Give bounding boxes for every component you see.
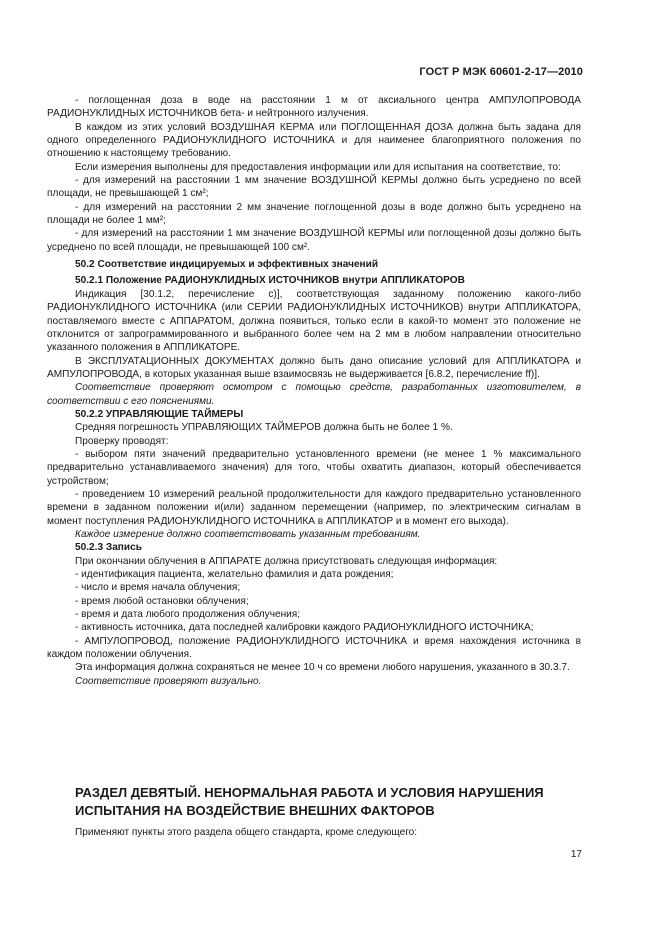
section-title: РАЗДЕЛ ДЕВЯТЫЙ. НЕНОРМАЛЬНАЯ РАБОТА И УСЛОВИЯ НАРУШЕНИЯ ИСПЫТАНИЯ НА ВОЗДЕЙСТВИЕ ВНЕШНИХ ФАКТОРОВ: [75, 785, 544, 818]
paragraph: - АМПУЛОПРОВОД, положение РАДИОНУКЛИДНОГО ИСТОЧНИКА и время нахождения источника в каждом положении облучения.: [47, 635, 581, 661]
paragraph: - число и время начала облучения;: [75, 582, 241, 594]
paragraph: Индикация [30.1.2, перечисление с)], соответствующая заданному положению какого-либо РАДИОНУКЛИДНОГО ИСТОЧНИКА (или СЕРИИ РАДИОНУКЛИДНЫХ ИСТОЧНИКОВ) внутри АППЛИКАТОРА, поставляемого вместе с АППАРАТОМ, должна появиться, только если в какой-то момент это положение не отклонится от запрограммированного и выбранного более чем на 2 мм в любом направлении относительно указанного положения в АППЛИКАТОРЕ.: [47, 288, 581, 354]
paragraph: - поглощенная доза в воде на расстоянии 1 м от аксиального центра АМПУЛОПРОВОДА РАДИОНУКЛИДНЫХ ИСТОЧНИКОВ бета- и нейтронного излучения.: [47, 95, 581, 120]
paragraph: Эта информация должна сохраняться не менее 10 ч со времени любого нарушения, указанного в 30.3.7.: [75, 662, 570, 674]
section-heading: 50.2.1 Положение РАДИОНУКЛИДНЫХ ИСТОЧНИКОВ внутри АППЛИКАТОРОВ: [75, 275, 465, 287]
paragraph: - для измерений на расстоянии 1 мм значение ВОЗДУШНОЙ КЕРМЫ или поглощенной дозы должно быть усреднено по всей площади, не превышающей 100 см².: [47, 228, 581, 253]
section-heading: 50.2.3 Запись: [75, 542, 142, 554]
page-number: 17: [570, 849, 582, 860]
paragraph: Каждое измерение должно соответствовать указанным требованиям.: [75, 529, 421, 540]
document-header: ГОСТ Р МЭК 60601-2-17—2010: [419, 66, 583, 78]
document-body: [47, 94, 581, 688]
paragraph: - проведением 10 измерений реальной продолжительности для каждого предварительно установленного времени в заданном положении и(или) заданном перемещении (например, по электрическим сигналам в момент поступления РАДИОНУКЛИДНОГО ИСТОЧНИКА в АППЛИКАТОР и в момент его выхода).: [47, 488, 581, 527]
paragraph: Соответствие проверяют визуально.: [75, 675, 262, 687]
paragraph: - идентификация пациента, желательно фамилия и дата рождения;: [75, 569, 394, 581]
paragraph: Средняя погрешность УПРАВЛЯЮЩИХ ТАЙМЕРОВ должна быть не более 1 %.: [75, 422, 453, 434]
paragraph: Соответствие проверяют осмотром с помощью средств, разработанных изготовителем, в соответствии с его пояснениями.: [47, 382, 581, 407]
section-intro: Применяют пункты этого раздела общего стандарта, кроме следующего:: [75, 827, 418, 838]
paragraph: Проверку проводят:: [75, 435, 169, 447]
paragraph: - выбором пяти значений предварительно установленного времени (не менее 1 % максимального предварительно устанавливаемого значения) для того, чтобы охватить диапазон, который обеспечивается устройством;: [47, 448, 581, 487]
paragraph: - активность источника, дата последней калибровки каждого РАДИОНУКЛИДНОГО ИСТОЧНИКА;: [75, 622, 534, 634]
paragraph: В ЭКСПЛУАТАЦИОННЫХ ДОКУМЕНТАХ должно быть дано описание условий для АППЛИКАТОРА и АМПУЛОПРОВОДА, в которых указанная выше взаимосвязь не выдерживается [6.8.2, перечисление ff)].: [47, 355, 581, 380]
section-heading: 50.2 Соответствие индицируемых и эффективных значений: [75, 259, 379, 271]
section-heading: 50.2.2 УПРАВЛЯЮЩИЕ ТАЙМЕРЫ: [75, 408, 244, 420]
paragraph: - время и дата любого продолжения облучения;: [75, 609, 301, 621]
paragraph: В каждом из этих условий ВОЗДУШНАЯ КЕРМА или ПОГЛОЩЕННАЯ ДОЗА должна быть задана для одного определенного РАДИОНУКЛИДНОГО ИСТОЧНИКА и для наименее благоприятного положения по отношению к настоящему требованию.: [47, 121, 581, 160]
paragraph: Если измерения выполнены для предоставления информации или для испытания на соответствие, то:: [75, 161, 561, 173]
paragraph: - время любой остановки облучения;: [75, 595, 249, 607]
paragraph: - для измерений на расстоянии 2 мм значение поглощенной дозы в воде должно быть усреднено на площади не более 1 мм²;: [47, 201, 581, 227]
paragraph: При окончании облучения в АППАРАТЕ должна присутствовать следующая информация:: [75, 555, 498, 567]
paragraph: - для измерений на расстоянии 1 мм значение ВОЗДУШНОЙ КЕРМЫ должно быть усреднено по всей площади, не превышающей 1 см²;: [47, 175, 581, 200]
